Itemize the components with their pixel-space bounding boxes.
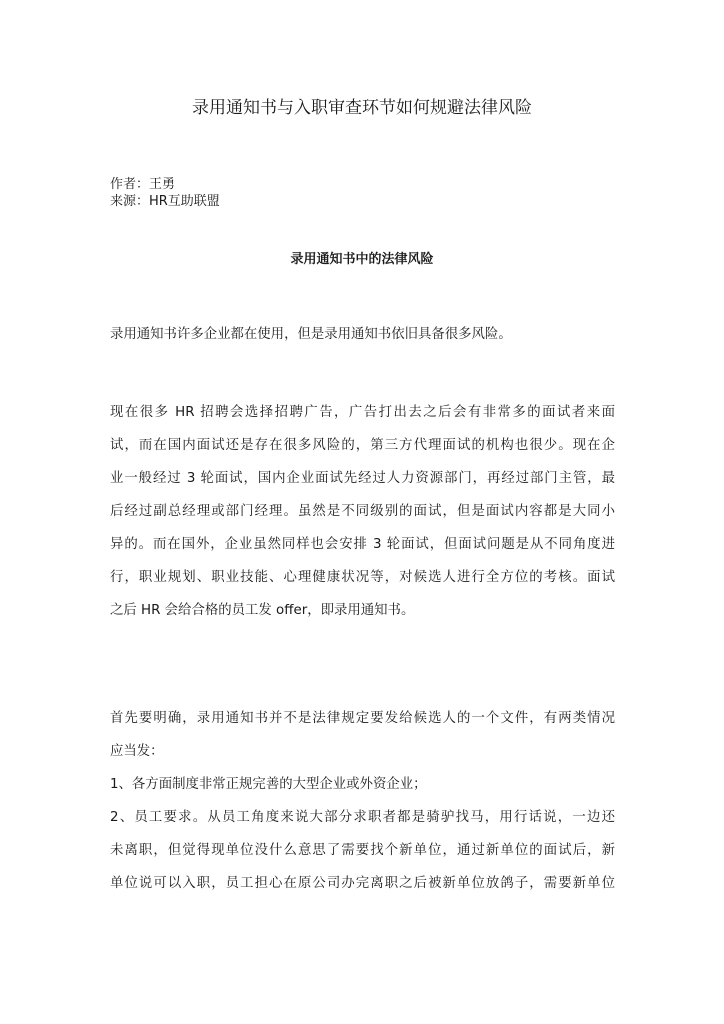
author-line: 作者：王勇 (110, 177, 176, 192)
paragraph-line: 未离职，但觉得现单位没什么意思了需要找个新单位，通过新单位的面试后，新 (110, 843, 615, 858)
document-title: 录用通知书与入职审查环节如何规避法律风险 (192, 98, 532, 118)
source-line: 来源：HR互助联盟 (110, 194, 220, 209)
list-item: 2、员工要求。从员工角度来说大部分求职者都是骑驴找马，用行话说，一边还 (110, 810, 615, 825)
paragraph-line: 单位说可以入职，员工担心在原公司办完离职之后被新单位放鸽子，需要新单位 (110, 876, 615, 891)
document-meta (110, 176, 220, 210)
paragraph-intro (110, 318, 615, 351)
paragraph-offer-cases (110, 702, 615, 900)
paragraph-line: 首先要明确，录用通知书并不是法律规定要发给候选人的一个文件，有两类情况 (110, 711, 615, 726)
paragraph-interview (110, 396, 615, 627)
paragraph-line: 业一般经过 3 轮面试，国内企业面试先经过人力资源部门，再经过部门主管，最 (110, 471, 615, 486)
paragraph-line: 行，职业规划、职业技能、心理健康状况等，对候选人进行全方位的考核。面试 (110, 570, 615, 585)
paragraph-line: 试，而在国内面试还是存在很多风险的，第三方代理面试的机构也很少。现在企 (110, 438, 615, 453)
paragraph-line: 应当发： (110, 744, 164, 759)
list-item: 1、各方面制度非常正规完善的大型企业或外资企业； (110, 777, 427, 792)
paragraph-line: 现在很多 HR 招聘会选择招聘广告，广告打出去之后会有非常多的面试者来面 (110, 405, 615, 420)
paragraph-line: 之后 HR 会给合格的员工发 offer，即录用通知书。 (110, 603, 415, 618)
paragraph-line: 后经过副总经理或部门经理。虽然是不同级别的面试，但是面试内容都是大同小 (110, 504, 615, 519)
paragraph-line: 异的。而在国外，企业虽然同样也会安排 3 轮面试，但面试问题是从不同角度进 (110, 537, 615, 552)
paragraph-line: 录用通知书许多企业都在使用，但是录用通知书依旧具备很多风险。 (110, 327, 512, 342)
section-heading: 录用通知书中的法律风险 (290, 252, 434, 267)
